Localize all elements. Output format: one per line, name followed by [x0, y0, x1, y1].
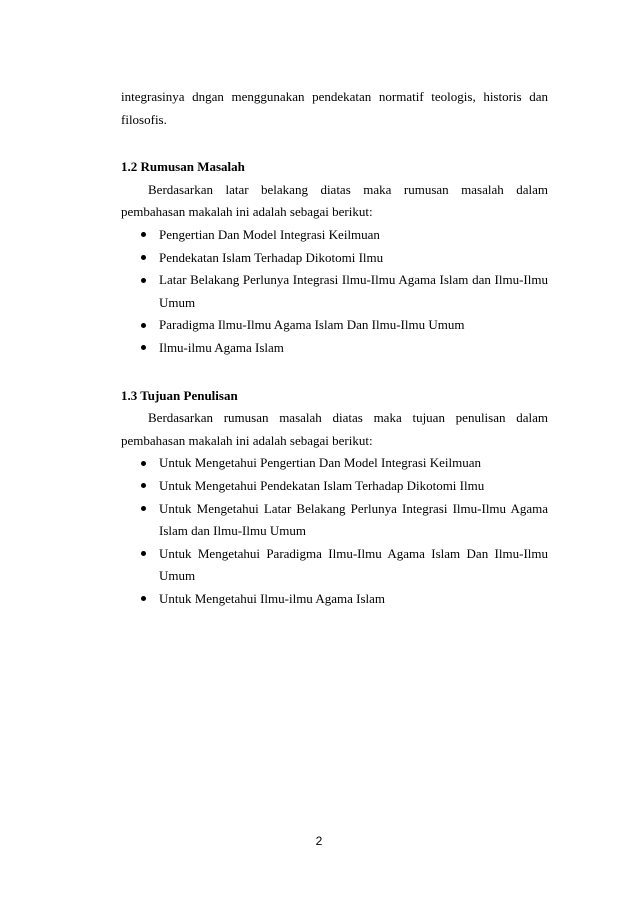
list-item — [121, 224, 548, 247]
bullet-icon — [141, 278, 146, 283]
list-item — [121, 314, 548, 337]
bullet-icon — [141, 232, 146, 237]
bullet-icon — [141, 506, 146, 511]
rumusan-masalah-paragraph: Berdasarkan latar belakang diatas maka rumusan masalah dalam pembahasan makalah ini adalah sebagai berikut: — [121, 181, 548, 220]
page-content — [121, 86, 548, 610]
list-item — [121, 543, 548, 588]
list-item-text: Untuk Mengetahui Latar Belakang Perlunya Integrasi Ilmu-Ilmu Agama Islam dan Ilmu-Ilmu Umum — [159, 500, 548, 539]
tujuan-penulisan-paragraph: Berdasarkan rumusan masalah diatas maka tujuan penulisan dalam pembahasan makalah ini adalah sebagai berikut: — [121, 410, 548, 448]
list-item-text: Untuk Mengetahui Ilmu-ilmu Agama Islam — [159, 590, 386, 606]
list-item — [121, 269, 548, 314]
bullet-icon — [141, 551, 146, 556]
list-item — [121, 337, 548, 360]
bullet-icon — [141, 323, 146, 328]
list-item — [121, 498, 548, 543]
list-item-text: Pengertian Dan Model Integrasi Keilmuan — [159, 226, 380, 242]
list-item-text: Untuk Mengetahui Paradigma Ilmu-Ilmu Agama Islam Dan Ilmu-Ilmu Umum — [159, 545, 548, 584]
section-tujuan-penulisan — [121, 385, 548, 611]
intro-paragraph: integrasinya dngan menggunakan pendekatan normatif teologis, historis dan filosofis. — [121, 89, 548, 127]
list-item-text: Pendekatan Islam Terhadap Dikotomi Ilmu — [159, 249, 384, 265]
list-item-text: Untuk Mengetahui Pendekatan Islam Terhadap Dikotomi Ilmu — [159, 477, 485, 493]
rumusan-masalah-list — [121, 224, 548, 360]
bullet-icon — [141, 345, 146, 350]
section-heading-rumusan-masalah: 1.2 Rumusan Masalah — [121, 159, 245, 175]
list-item — [121, 475, 548, 498]
section-rumusan-masalah — [121, 156, 548, 359]
bullet-icon — [141, 255, 146, 260]
section-heading-tujuan-penulisan: 1.3 Tujuan Penulisan — [121, 387, 238, 403]
tujuan-penulisan-list — [121, 452, 548, 610]
list-item — [121, 452, 548, 475]
bullet-icon — [141, 596, 146, 601]
list-item — [121, 247, 548, 270]
page-number: 2 — [315, 834, 323, 848]
list-item — [121, 588, 548, 611]
list-item-text: Ilmu-ilmu Agama Islam — [159, 339, 284, 355]
bullet-icon — [141, 483, 146, 488]
list-item-text: Latar Belakang Perlunya Integrasi Ilmu-Ilmu Agama Islam dan Ilmu-Ilmu Umum — [159, 272, 548, 310]
list-item-text: Paradigma Ilmu-Ilmu Agama Islam Dan Ilmu-Ilmu Umum — [159, 317, 465, 333]
bullet-icon — [141, 461, 146, 466]
list-item-text: Untuk Mengetahui Pengertian Dan Model Integrasi Keilmuan — [159, 455, 482, 471]
